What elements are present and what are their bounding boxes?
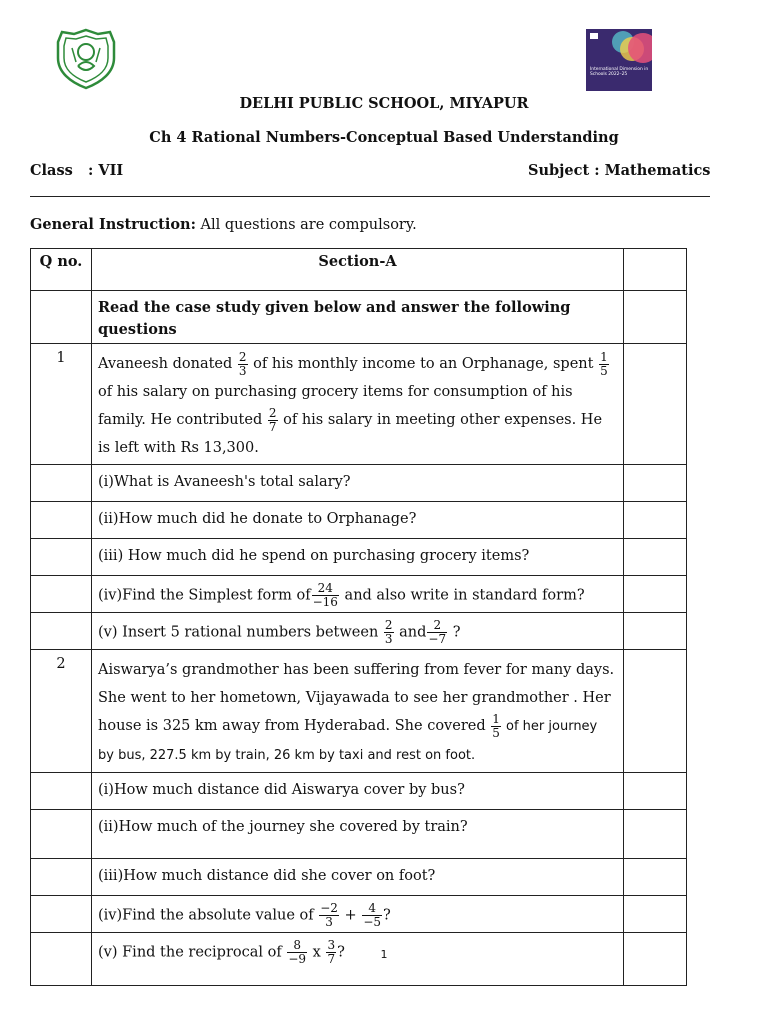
table-row (31, 810, 687, 859)
q1-part-iii: (iii) How much did he spend on purchasing grocery items? (92, 539, 624, 576)
case-intro-row (31, 291, 687, 344)
question-number: 1 (31, 344, 92, 465)
table-row (31, 502, 687, 539)
table-row (31, 896, 687, 933)
fraction: $\frac{4}{-5}$ (363, 901, 382, 929)
q1-part-ii: (ii)How much did he donate to Orphanage? (92, 502, 624, 539)
q2-part-v: (v) Find the reciprocal of $\frac{8}{-9}$ x $\frac{3}{7}$ ? (92, 933, 624, 986)
fraction: $\frac{8}{-9}$ (288, 938, 307, 966)
international-dimension-logo (586, 29, 652, 91)
fraction: $\frac{3}{7}$ (327, 938, 336, 966)
fraction: $\frac{-2}{3}$ (320, 901, 338, 929)
class-label: Class (30, 162, 73, 179)
section-header: Section-A (92, 249, 624, 291)
fraction: $\frac{24}{-16}$ (312, 581, 338, 609)
page-number: 1 (380, 948, 388, 961)
class-info (30, 162, 123, 179)
chapter-title: Ch 4 Rational Numbers-Conceptual Based Understanding (149, 129, 619, 146)
question-table (30, 248, 687, 986)
british-council-mark (590, 33, 598, 39)
q1-part-iv: (iv)Find the Simplest form of $\frac{24}{-16}$ and also write in standard form? (92, 576, 624, 613)
instruction-text: All questions are compulsory. (195, 217, 417, 233)
question-1-text: Avaneesh donated $\frac{2}{3}$ of his monthly income to an Orphanage, spent $\frac{1}{5}$ of his salary on purchasing grocery items for consumption of his family. He contributed $\frac{2}{7}$ of his salary in meeting other expenses. He is left with Rs 13,300. (92, 344, 624, 465)
instruction-label: General Instruction: (30, 216, 196, 233)
table-row (31, 859, 687, 896)
fraction: $\frac{2}{7}$ (268, 405, 277, 434)
class-value: : VII (87, 162, 124, 179)
table-header-row (31, 249, 687, 291)
marks-cell (624, 249, 687, 291)
q2-part-ii: (ii)How much of the journey she covered by train? (92, 810, 624, 859)
q1-part-i: (i)What is Avaneesh's total salary? (92, 465, 624, 502)
q2-part-i: (i)How much distance did Aiswarya cover by bus? (92, 773, 624, 810)
table-row (31, 465, 687, 502)
school-name: DELHI PUBLIC SCHOOL, MIYAPUR (239, 95, 529, 112)
q2-part-iv: (iv)Find the absolute value of $\frac{-2}{3}$ + $\frac{4}{-5}$ ? (92, 896, 624, 933)
subject-info: Subject : Mathematics (528, 162, 711, 179)
fraction: $\frac{2}{3}$ (384, 618, 393, 646)
q1-part-v: (v) Insert 5 rational numbers between $\frac{2}{3}$ and $\frac{2}{-7}$ ? (92, 613, 624, 650)
table-row (31, 539, 687, 576)
divider (30, 196, 710, 197)
table-row (31, 344, 687, 465)
qno-header: Q no. (31, 249, 92, 291)
question-number: 2 (31, 650, 92, 773)
fraction: $\frac{1}{5}$ (492, 711, 500, 740)
question-2-text: Aiswarya’s grandmother has been suffering from fever for many days. She went to her hometown, Vijayawada to see her grandmother . Her house is 325 km away from Hyderabad. She covered $\frac{1}{5}$ of her journey by bus, 227.5 km by train, 26 km by taxi and rest on foot. (92, 650, 624, 773)
general-instruction (30, 216, 417, 233)
table-row (31, 650, 687, 773)
table-row (31, 613, 687, 650)
fraction: $\frac{2}{3}$ (238, 349, 247, 378)
case-intro: Read the case study given below and answer the following questions (92, 291, 624, 344)
fraction: $\frac{1}{5}$ (600, 349, 608, 378)
q2-part-iii: (iii)How much distance did she cover on foot? (92, 859, 624, 896)
fraction: $\frac{2}{-7}$ (428, 618, 447, 646)
logo-caption: International Dimension in Schools 2022–25 (590, 67, 649, 77)
table-row (31, 576, 687, 613)
school-crest-logo (54, 28, 118, 90)
table-row (31, 773, 687, 810)
